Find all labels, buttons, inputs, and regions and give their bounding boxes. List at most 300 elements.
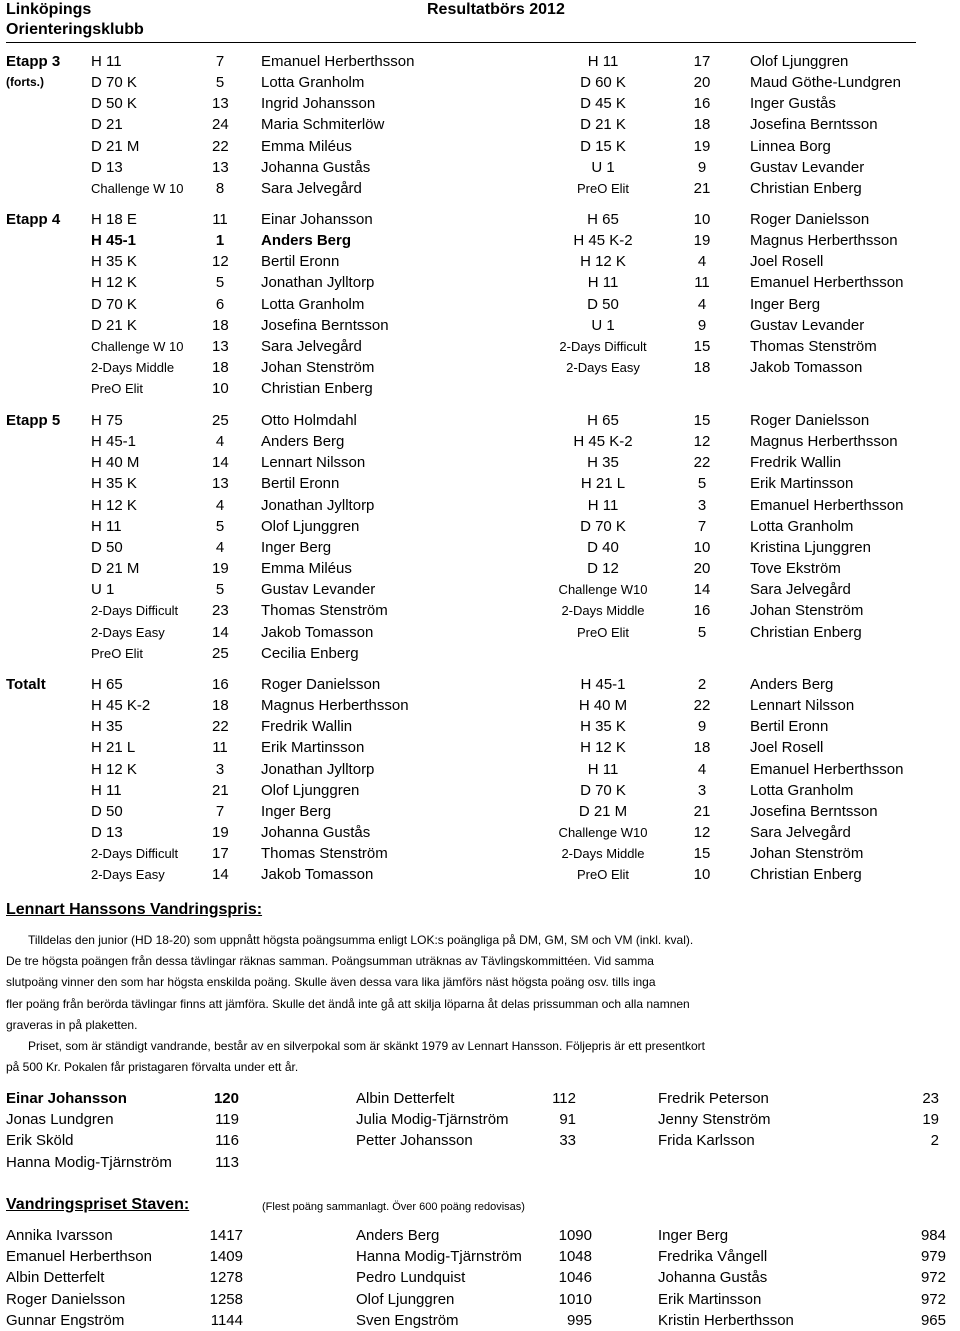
place-right: 11 bbox=[694, 274, 710, 292]
class-left: U 1 bbox=[91, 581, 115, 599]
runner-left: Anders Berg bbox=[261, 232, 352, 250]
place-left: 4 bbox=[215, 433, 225, 451]
score-name: Olof Ljunggren bbox=[356, 1290, 455, 1308]
place-left: 14 bbox=[212, 623, 229, 641]
class-left: H 35 bbox=[91, 718, 123, 736]
result-row bbox=[0, 178, 960, 199]
score-value: 984 bbox=[920, 1227, 946, 1244]
place-right: 18 bbox=[693, 116, 711, 134]
runner-left: Einar Johansson bbox=[261, 211, 373, 228]
class-left: D 21 bbox=[91, 116, 123, 134]
runner-left: Jonathan Jylltorp bbox=[261, 274, 375, 292]
runner-left: Emanuel Herberthsson bbox=[261, 53, 415, 70]
class-left: H 11 bbox=[91, 517, 122, 535]
result-row bbox=[0, 357, 960, 378]
runner-left: Inger Berg bbox=[261, 802, 332, 820]
class-right: D 70 K bbox=[580, 517, 626, 535]
place-right: 3 bbox=[697, 496, 707, 514]
runner-right: Jakob Tomasson bbox=[750, 359, 863, 377]
club-name-line1: Linköpings bbox=[6, 1, 92, 18]
class-right: D 45 K bbox=[580, 95, 626, 113]
place-left: 11 bbox=[212, 739, 228, 757]
class-right: H 65 bbox=[587, 412, 619, 429]
result-row bbox=[0, 579, 960, 600]
runner-right: Christian Enberg bbox=[750, 179, 862, 197]
place-left: 19 bbox=[212, 824, 229, 842]
class-right: 2-Days Easy bbox=[566, 360, 640, 376]
class-right: H 12 K bbox=[580, 739, 626, 757]
runner-left: Emma Miléus bbox=[261, 560, 352, 578]
place-right: 22 bbox=[693, 454, 711, 472]
class-right: U 1 bbox=[591, 158, 615, 176]
class-right: Challenge W10 bbox=[558, 582, 648, 598]
place-left: 25 bbox=[212, 644, 229, 662]
class-right: D 40 bbox=[587, 538, 619, 556]
place-left: 5 bbox=[215, 274, 225, 292]
score-value: 33 bbox=[559, 1132, 576, 1150]
class-right: PreO Elit bbox=[576, 624, 630, 640]
runner-right: Lotta Granholm bbox=[750, 781, 854, 799]
runner-left: Thomas Stenström bbox=[261, 845, 388, 863]
place-right: 5 bbox=[697, 623, 707, 641]
runner-right: Roger Danielsson bbox=[750, 412, 870, 429]
score-name: Pedro Lundquist bbox=[356, 1269, 466, 1287]
result-row bbox=[0, 695, 960, 716]
class-right: 2-Days Difficult bbox=[559, 338, 647, 354]
result-row bbox=[0, 674, 960, 695]
score-value: 1090 bbox=[558, 1227, 592, 1244]
place-right: 17 bbox=[693, 53, 711, 70]
runner-right: Bertil Eronn bbox=[750, 718, 829, 736]
result-row bbox=[0, 378, 960, 399]
class-right: Challenge W10 bbox=[558, 825, 648, 841]
runner-right: Christian Enberg bbox=[750, 866, 862, 884]
place-right: 9 bbox=[697, 718, 707, 736]
result-row bbox=[0, 558, 960, 579]
score-name: Gunnar Engström bbox=[6, 1311, 125, 1329]
score-name: Petter Johansson bbox=[356, 1132, 473, 1150]
runner-left: Otto Holmdahl bbox=[261, 412, 357, 429]
runner-left: Jakob Tomasson bbox=[261, 866, 374, 884]
place-right: 4 bbox=[697, 760, 707, 778]
place-right: 20 bbox=[693, 560, 711, 578]
result-row bbox=[0, 294, 960, 315]
result-row bbox=[0, 114, 960, 135]
class-left: H 35 K bbox=[91, 475, 137, 493]
runner-right: Gustav Levander bbox=[750, 158, 865, 176]
result-row bbox=[0, 93, 960, 114]
class-right: H 11 bbox=[587, 53, 619, 70]
runner-left: Jakob Tomasson bbox=[261, 623, 374, 641]
runner-left: Lotta Granholm bbox=[261, 74, 365, 92]
place-left: 13 bbox=[212, 95, 229, 113]
place-right: 16 bbox=[693, 95, 711, 113]
result-row bbox=[0, 209, 960, 230]
result-row bbox=[0, 72, 960, 93]
runner-right: Roger Danielsson bbox=[750, 211, 870, 228]
score-name: Fredrik Peterson bbox=[658, 1090, 769, 1107]
place-right: 10 bbox=[693, 866, 711, 884]
class-left: D 70 K bbox=[91, 74, 137, 92]
place-right: 2 bbox=[697, 676, 707, 693]
score-value: 113 bbox=[215, 1153, 239, 1171]
class-right: H 11 bbox=[587, 274, 619, 292]
runner-left: Bertil Eronn bbox=[261, 475, 340, 493]
class-left: H 45-1 bbox=[91, 433, 137, 451]
hansson-line: Priset, som är ständigt vandrande, består av en silverpokal som är skänkt 1979 av Lennart Hansson. Följepris är ett presentkort bbox=[28, 1039, 706, 1054]
class-right: U 1 bbox=[591, 316, 615, 334]
hansson-line: Tilldelas den junior (HD 18-20) som uppnått högsta poängsumma enligt LOK:s poängliga på DM, GM, SM och VM (inkl. kval). bbox=[28, 933, 694, 947]
runner-right: Thomas Stenström bbox=[750, 337, 877, 355]
runner-right: Inger Gustås bbox=[750, 95, 836, 113]
result-row bbox=[0, 822, 960, 843]
class-left: H 40 M bbox=[91, 454, 140, 472]
place-right: 5 bbox=[697, 475, 707, 493]
class-right: D 50 bbox=[587, 295, 619, 313]
score-name: Albin Detterfelt bbox=[356, 1090, 455, 1107]
class-left: 2-Days Easy bbox=[91, 624, 165, 640]
runner-right: Fredrik Wallin bbox=[750, 454, 842, 472]
class-left: H 12 K bbox=[91, 496, 137, 514]
class-right: H 65 bbox=[587, 211, 619, 228]
score-name: Sven Engström bbox=[356, 1311, 459, 1329]
result-row bbox=[0, 495, 960, 516]
stage-label-cont: (forts.) bbox=[6, 75, 44, 90]
score-value: 972 bbox=[920, 1290, 946, 1308]
class-left: D 21 M bbox=[91, 560, 140, 578]
place-left: 24 bbox=[212, 116, 229, 134]
result-row bbox=[0, 272, 960, 293]
class-left: H 11 bbox=[91, 53, 122, 70]
place-left: 11 bbox=[212, 211, 228, 228]
score-name: Anders Berg bbox=[356, 1227, 440, 1244]
class-left: D 70 K bbox=[91, 295, 137, 313]
result-row bbox=[0, 737, 960, 758]
score-name: Johanna Gustås bbox=[658, 1269, 768, 1287]
place-right: 14 bbox=[693, 581, 711, 599]
staven-title: Vandringspriset Staven: bbox=[6, 1196, 190, 1213]
result-row bbox=[0, 801, 960, 822]
place-left: 5 bbox=[215, 517, 225, 535]
score-value: 23 bbox=[922, 1090, 939, 1107]
runner-right: Emanuel Herberthsson bbox=[750, 760, 904, 778]
runner-right: Lennart Nilsson bbox=[750, 697, 855, 715]
runner-left: Anders Berg bbox=[261, 433, 345, 451]
score-value: 965 bbox=[920, 1311, 946, 1329]
place-left: 16 bbox=[212, 676, 229, 693]
score-name: Frida Karlsson bbox=[658, 1132, 755, 1150]
place-left: 4 bbox=[215, 538, 225, 556]
class-right: H 35 K bbox=[580, 718, 626, 736]
place-right: 19 bbox=[693, 137, 711, 155]
place-left: 18 bbox=[212, 697, 229, 715]
score-name: Hanna Modig-Tjärnström bbox=[6, 1153, 172, 1171]
club-name-line2: Orienteringsklubb bbox=[6, 21, 144, 38]
score-value: 1144 bbox=[210, 1311, 243, 1329]
place-left: 21 bbox=[212, 781, 229, 799]
hansson-line: De tre högsta poängen från dessa tävlingar räknas samman. Poängsumman uträknas av Tävlingskommittéen. Vid samma bbox=[6, 954, 654, 969]
class-left: D 13 bbox=[91, 158, 123, 176]
runner-left: Emma Miléus bbox=[261, 137, 352, 155]
class-left: D 50 bbox=[91, 802, 123, 820]
place-left: 13 bbox=[212, 475, 229, 493]
score-value: 1278 bbox=[209, 1269, 243, 1287]
runner-left: Bertil Eronn bbox=[261, 253, 340, 271]
class-right: D 21 M bbox=[578, 802, 628, 820]
runner-right: Joel Rosell bbox=[750, 739, 824, 757]
runner-left: Sara Jelvegård bbox=[261, 179, 362, 197]
class-left: D 21 M bbox=[91, 137, 140, 155]
result-row bbox=[0, 51, 960, 72]
class-left: D 13 bbox=[91, 824, 123, 842]
runner-left: Olof Ljunggren bbox=[261, 781, 360, 799]
score-value: 2 bbox=[930, 1132, 939, 1150]
result-row bbox=[0, 622, 960, 643]
score-name: Roger Danielsson bbox=[6, 1290, 126, 1308]
runner-right: Emanuel Herberthsson bbox=[750, 274, 904, 292]
place-right: 15 bbox=[693, 412, 711, 429]
place-left: 14 bbox=[212, 454, 229, 472]
runner-left: Gustav Levander bbox=[261, 581, 376, 599]
place-right: 12 bbox=[693, 824, 711, 842]
stage-label: Etapp 5 bbox=[6, 412, 61, 429]
class-right: H 35 bbox=[587, 454, 619, 472]
runner-left: Ingrid Johansson bbox=[261, 95, 376, 113]
runner-left: Fredrik Wallin bbox=[261, 718, 353, 736]
score-value: 1417 bbox=[209, 1227, 243, 1244]
score-value: 91 bbox=[559, 1111, 576, 1129]
result-row bbox=[0, 431, 960, 452]
score-name: Jenny Stenström bbox=[658, 1111, 771, 1129]
place-right: 18 bbox=[693, 359, 711, 377]
runner-left: Christian Enberg bbox=[261, 380, 373, 398]
class-left: 2-Days Difficult bbox=[91, 603, 179, 619]
runner-right: Sara Jelvegård bbox=[750, 824, 851, 842]
score-value: 995 bbox=[566, 1311, 592, 1329]
place-right: 22 bbox=[693, 697, 711, 715]
hansson-line: på 500 Kr. Pokalen får pristagaren förvalta under ett år. bbox=[6, 1060, 299, 1075]
place-left: 5 bbox=[215, 581, 225, 599]
place-right: 19 bbox=[693, 232, 711, 250]
runner-right: Magnus Herberthsson bbox=[750, 232, 898, 250]
runner-left: Lennart Nilsson bbox=[261, 454, 366, 472]
class-right: H 11 bbox=[587, 496, 619, 514]
place-left: 19 bbox=[212, 560, 229, 578]
class-left: H 35 K bbox=[91, 253, 137, 271]
class-right: PreO Elit bbox=[576, 180, 630, 196]
hansson-line: fler poäng från berörda tävlingar finns att jämföra. Skulle det ändå inte gå att skilja löparna åt delas prissumman och alla namnen bbox=[6, 996, 690, 1011]
place-left: 7 bbox=[215, 53, 225, 70]
place-right: 15 bbox=[693, 845, 711, 863]
runner-right: Tove Ekström bbox=[750, 560, 841, 578]
place-left: 12 bbox=[212, 253, 229, 271]
runner-left: Jonathan Jylltorp bbox=[261, 760, 375, 778]
class-right: H 45 K-2 bbox=[573, 433, 633, 451]
score-name: Jonas Lundgren bbox=[6, 1111, 114, 1129]
runner-right: Magnus Herberthsson bbox=[750, 433, 898, 451]
runner-left: Sara Jelvegård bbox=[261, 337, 362, 355]
place-left: 14 bbox=[212, 866, 229, 884]
score-value: 119 bbox=[215, 1111, 239, 1129]
result-row bbox=[0, 315, 960, 336]
runner-right: Johan Stenström bbox=[750, 845, 864, 863]
score-value: 1409 bbox=[209, 1248, 243, 1266]
class-left: 2-Days Difficult bbox=[91, 846, 179, 862]
class-right: D 12 bbox=[587, 560, 619, 578]
runner-right: Linnea Borg bbox=[750, 137, 831, 155]
result-row bbox=[0, 516, 960, 537]
score-value: 972 bbox=[920, 1269, 946, 1287]
result-row bbox=[0, 251, 960, 272]
result-row bbox=[0, 643, 960, 664]
runner-right: Anders Berg bbox=[750, 676, 834, 693]
score-value: 19 bbox=[922, 1111, 939, 1129]
runner-right: Joel Rosell bbox=[750, 253, 824, 271]
result-row bbox=[0, 537, 960, 558]
runner-right: Sara Jelvegård bbox=[750, 581, 851, 599]
place-left: 10 bbox=[212, 380, 229, 398]
runner-right: Inger Berg bbox=[750, 295, 821, 313]
stage-label: Totalt bbox=[6, 676, 46, 693]
class-left: H 12 K bbox=[91, 274, 137, 292]
score-name: Erik Sköld bbox=[6, 1132, 74, 1150]
runner-right: Maud Göthe-Lundgren bbox=[750, 74, 901, 92]
staven-note: (Flest poäng sammanlagt. Över 600 poäng redovisas) bbox=[262, 1201, 525, 1213]
class-left: H 45 K-2 bbox=[91, 697, 151, 715]
score-name: Erik Martinsson bbox=[658, 1290, 762, 1308]
score-value: 116 bbox=[215, 1132, 239, 1150]
runner-left: Olof Ljunggren bbox=[261, 517, 360, 535]
place-right: 21 bbox=[693, 802, 711, 820]
score-value: 112 bbox=[552, 1090, 576, 1107]
class-left: H 65 bbox=[91, 676, 123, 693]
class-right: 2-Days Middle bbox=[561, 603, 645, 619]
place-right: 4 bbox=[697, 295, 707, 313]
place-left: 1 bbox=[215, 232, 225, 250]
place-left: 6 bbox=[215, 295, 225, 313]
result-row bbox=[0, 716, 960, 737]
runner-right: Josefina Berntsson bbox=[750, 116, 878, 134]
class-right: D 21 K bbox=[580, 116, 626, 134]
runner-right: Lotta Granholm bbox=[750, 517, 854, 535]
runner-right: Olof Ljunggren bbox=[750, 53, 849, 70]
runner-left: Maria Schmiterlöw bbox=[261, 116, 385, 134]
place-left: 7 bbox=[215, 802, 225, 820]
place-left: 18 bbox=[212, 359, 229, 377]
page-header bbox=[6, 0, 916, 43]
place-right: 12 bbox=[693, 433, 711, 451]
class-left: PreO Elit bbox=[91, 381, 144, 397]
score-value: 1046 bbox=[558, 1269, 592, 1287]
place-left: 23 bbox=[212, 602, 229, 620]
result-row bbox=[0, 136, 960, 157]
place-right: 9 bbox=[697, 316, 707, 334]
score-name: Albin Detterfelt bbox=[6, 1269, 105, 1287]
result-row bbox=[0, 410, 960, 431]
hansson-title: Lennart Hanssons Vandringspris: bbox=[6, 901, 263, 918]
result-row bbox=[0, 473, 960, 494]
score-name: Annika Ivarsson bbox=[6, 1227, 113, 1244]
runner-right: Johan Stenström bbox=[750, 602, 864, 620]
score-name: Emanuel Herberthson bbox=[6, 1248, 152, 1266]
place-left: 8 bbox=[215, 179, 225, 197]
class-left: Challenge W 10 bbox=[91, 180, 184, 196]
place-left: 3 bbox=[215, 760, 225, 778]
class-left: H 45-1 bbox=[91, 232, 137, 250]
class-right: H 45-1 bbox=[580, 676, 626, 693]
result-row bbox=[0, 759, 960, 780]
score-name: Einar Johansson bbox=[6, 1090, 127, 1107]
runner-left: Roger Danielsson bbox=[261, 676, 381, 693]
class-left: Challenge W 10 bbox=[91, 338, 184, 354]
runner-right: Christian Enberg bbox=[750, 623, 862, 641]
place-left: 25 bbox=[212, 412, 229, 429]
result-row bbox=[0, 157, 960, 178]
class-right: H 40 M bbox=[578, 697, 628, 715]
result-row bbox=[0, 336, 960, 357]
runner-left: Lotta Granholm bbox=[261, 295, 365, 313]
score-name: Kristin Herberthsson bbox=[658, 1311, 794, 1329]
class-left: D 50 K bbox=[91, 95, 137, 113]
score-value: 120 bbox=[213, 1090, 239, 1107]
place-left: 22 bbox=[212, 718, 229, 736]
place-left: 22 bbox=[212, 137, 229, 155]
score-value: 979 bbox=[920, 1248, 946, 1266]
runner-left: Jonathan Jylltorp bbox=[261, 496, 375, 514]
class-left: H 21 L bbox=[91, 739, 136, 757]
result-row bbox=[0, 452, 960, 473]
score-value: 1048 bbox=[558, 1248, 592, 1266]
place-right: 10 bbox=[693, 538, 711, 556]
place-left: 5 bbox=[215, 74, 225, 92]
class-left: D 21 K bbox=[91, 316, 137, 334]
runner-right: Josefina Berntsson bbox=[750, 802, 878, 820]
result-row bbox=[0, 230, 960, 251]
runner-left: Josefina Berntsson bbox=[261, 316, 389, 334]
hansson-line: slutpoäng vinner den som har högsta enskilda poäng. Skulle även dessa vara lika jämförs näst högsta poäng osv. tills inga bbox=[6, 975, 656, 990]
place-right: 16 bbox=[693, 602, 711, 620]
runner-left: Cecilia Enberg bbox=[261, 644, 359, 662]
score-name: Hanna Modig-Tjärnström bbox=[356, 1248, 522, 1266]
class-left: H 12 K bbox=[91, 760, 137, 778]
runner-right: Gustav Levander bbox=[750, 316, 865, 334]
place-right: 20 bbox=[693, 74, 711, 92]
hansson-description bbox=[6, 930, 796, 1078]
runner-left: Johanna Gustås bbox=[261, 158, 371, 176]
class-right: D 15 K bbox=[580, 137, 626, 155]
hansson-line: graveras in på plaketten. bbox=[6, 1017, 138, 1032]
page-title: Resultatbörs 2012 bbox=[427, 1, 565, 18]
score-name: Inger Berg bbox=[658, 1227, 729, 1244]
place-left: 13 bbox=[212, 158, 229, 176]
class-right: H 45 K-2 bbox=[573, 232, 633, 250]
place-right: 15 bbox=[693, 337, 711, 355]
class-left: 2-Days Easy bbox=[91, 867, 165, 883]
result-row bbox=[0, 600, 960, 621]
place-left: 13 bbox=[212, 337, 229, 355]
class-right: PreO Elit bbox=[576, 867, 630, 883]
class-left: 2-Days Middle bbox=[91, 360, 175, 376]
class-right: D 70 K bbox=[580, 781, 626, 799]
place-right: 4 bbox=[697, 253, 707, 271]
runner-left: Magnus Herberthsson bbox=[261, 697, 409, 715]
runner-right: Kristina Ljunggren bbox=[750, 538, 871, 556]
runner-left: Thomas Stenström bbox=[261, 602, 388, 620]
class-left: PreO Elit bbox=[91, 645, 144, 661]
place-right: 9 bbox=[697, 158, 707, 176]
result-row bbox=[0, 864, 960, 885]
class-right: H 21 L bbox=[580, 475, 626, 493]
